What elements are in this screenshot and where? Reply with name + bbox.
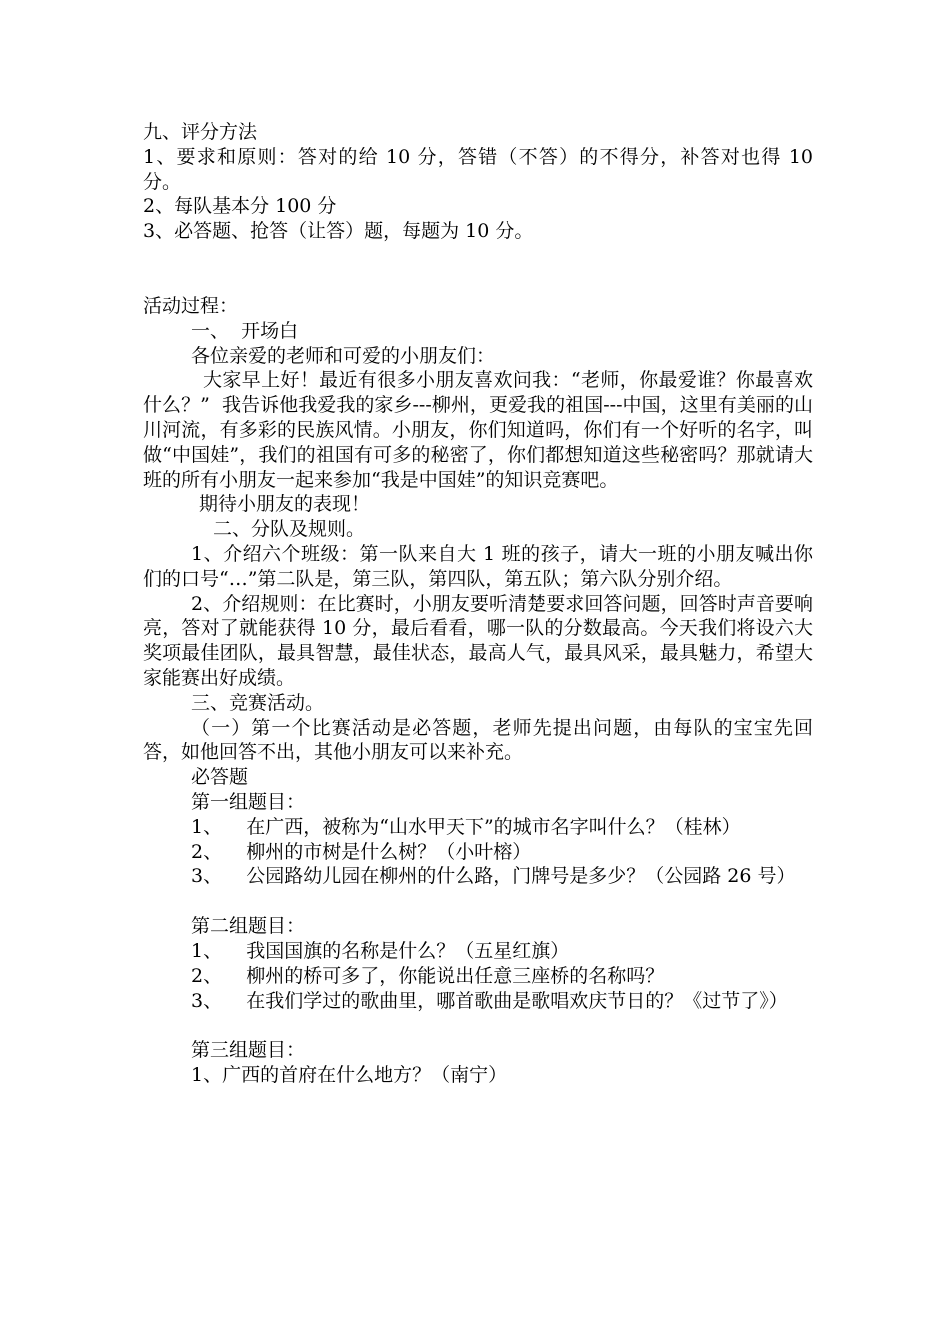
greeting-line: 各位亲爱的老师和可爱的小朋友们： <box>191 344 496 367</box>
scoring-heading: 九、评分方法 <box>143 121 258 143</box>
section-3-title: 三、竞赛活动。 <box>191 691 325 714</box>
process-heading: 活动过程： <box>143 294 239 317</box>
scoring-rule-1: 1、要求和原则：答对的给 10 分，答错（不答）的不得分，补答对也得 10 分。 <box>143 145 820 193</box>
scoring-rule-2: 2、每队基本分 100 分 <box>143 195 337 218</box>
spacer <box>143 889 813 914</box>
team-intro-paragraph: 1、介绍六个班级：第一队来自大 1 班的孩子，请大一班的小朋友喊出你们的口号“…”第二队是，第三队，第四队，第五队；第六队分别介绍。 <box>143 542 813 590</box>
section-1-title: 一、 开场白 <box>191 319 299 342</box>
section-2-title: 二、分队及规则。 <box>213 518 366 541</box>
group-1-title: 第一组题目： <box>191 790 306 813</box>
opening-paragraph: 大家早上好！最近有很多小朋友喜欢问我：“老师，你最爱谁？你最喜欢什么？” 我告诉他我爱我的家乡---柳州，更爱我的祖国---中国，这里有美丽的山川河流，有多彩的民族风情。小朋友，你们知道吗，你们有一个好听的名字，叫做“中国娃”，我们的祖国有可多的秘密了，你们都想知道这些秘密吗？那就请大班的所有小朋友一起来参加“我是中国娃”的知识竞赛吧。 <box>143 369 813 491</box>
group-1-question-2: 2、 柳州的市树是什么树？（小叶榕） <box>191 840 532 863</box>
group-3-title: 第三组题目： <box>191 1039 306 1062</box>
group-1-question-3: 3、 公园路幼儿园在柳州的什么路，门牌号是多少？（公园路 26 号） <box>191 865 796 888</box>
group-2-question-2: 2、 柳州的桥可多了，你能说出任意三座桥的名称吗？ <box>191 964 665 987</box>
group-3-question-1: 1、广西的首府在什么地方？（南宁） <box>191 1064 508 1087</box>
scoring-rule-3: 3、必答题、抢答（让答）题，每题为 10 分。 <box>143 220 534 243</box>
group-2-title: 第二组题目： <box>191 915 306 938</box>
document-body <box>143 120 820 1088</box>
group-1-question-1: 1、 在广西，被称为“山水甲天下”的城市名字叫什么？（桂林） <box>191 815 741 838</box>
activity-1-paragraph: （一）第一个比赛活动是必答题，老师先提出问题，由每队的宝宝先回答，如他回答不出，其他小朋友可以来补充。 <box>143 716 813 764</box>
spacer <box>143 1013 813 1038</box>
group-2-question-1: 1、 我国国旗的名称是什么？（五星红旗） <box>191 939 570 962</box>
expect-line: 期待小朋友的表现！ <box>199 493 371 516</box>
rules-intro-paragraph: 2、介绍规则：在比赛时，小朋友要听清楚要求回答问题，回答时声音要响亮，答对了就能获得 10 分，最后看看，哪一队的分数最高。今天我们将设六大奖项最佳团队，最具智慧，最佳状态，最高人气，最具风采，最具魅力，希望大家能赛出好成绩。 <box>143 592 813 689</box>
spacer <box>143 244 813 294</box>
required-questions-label: 必答题 <box>191 766 249 789</box>
group-2-question-3: 3、 在我们学过的歌曲里，哪首歌曲是歌唱欢庆节日的？《过节了》） <box>191 989 788 1012</box>
